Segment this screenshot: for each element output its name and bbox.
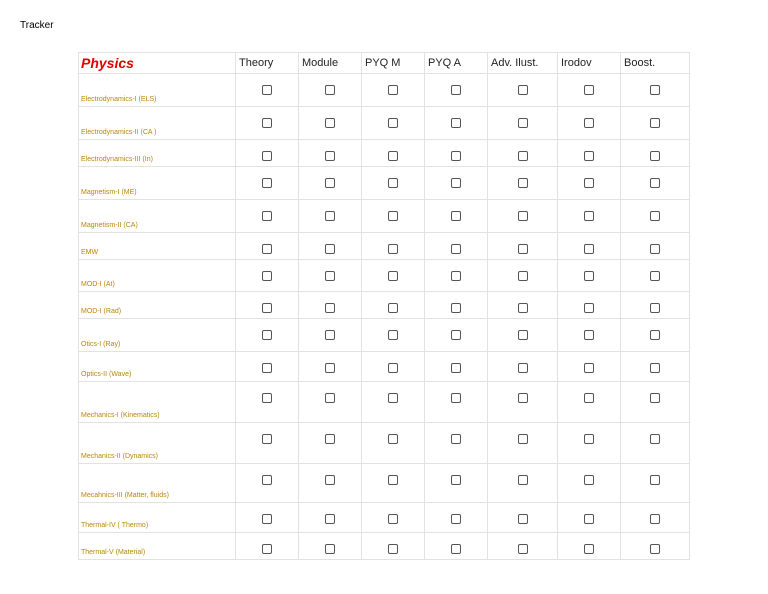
progress-checkbox[interactable] <box>262 271 272 281</box>
progress-checkbox[interactable] <box>584 434 594 444</box>
checkbox-cell <box>621 140 690 167</box>
table-row <box>79 260 690 292</box>
topic-label: Otics-I (Ray) <box>79 319 236 352</box>
checkbox-cell <box>621 423 690 464</box>
progress-checkbox[interactable] <box>451 244 461 254</box>
progress-checkbox[interactable] <box>451 514 461 524</box>
progress-checkbox[interactable] <box>650 434 660 444</box>
header-row <box>79 53 690 74</box>
progress-checkbox[interactable] <box>584 330 594 340</box>
checkbox-cell <box>621 382 690 423</box>
checkbox-cell <box>488 533 558 560</box>
topic-label: Thermal-IV ( Thermo) <box>79 503 236 533</box>
column-header-pyq-m: PYQ M <box>362 53 425 74</box>
checkbox-cell <box>558 74 621 107</box>
progress-checkbox[interactable] <box>518 118 528 128</box>
checkbox-cell <box>425 292 488 319</box>
checkbox-cell <box>558 503 621 533</box>
topic-label: Electrodynamics-III (In) <box>79 140 236 167</box>
checkbox-cell <box>299 382 362 423</box>
progress-checkbox[interactable] <box>262 544 272 554</box>
checkbox-cell <box>558 464 621 503</box>
checkbox-cell <box>488 464 558 503</box>
checkbox-cell <box>299 107 362 140</box>
checkbox-cell <box>299 319 362 352</box>
table-row <box>79 292 690 319</box>
progress-checkbox[interactable] <box>388 544 398 554</box>
progress-checkbox[interactable] <box>584 393 594 403</box>
checkbox-cell <box>621 503 690 533</box>
progress-checkbox[interactable] <box>388 514 398 524</box>
progress-checkbox[interactable] <box>325 151 335 161</box>
progress-checkbox[interactable] <box>325 271 335 281</box>
progress-checkbox[interactable] <box>650 303 660 313</box>
checkbox-cell <box>362 319 425 352</box>
checkbox-cell <box>488 319 558 352</box>
checkbox-cell <box>621 107 690 140</box>
progress-checkbox[interactable] <box>584 244 594 254</box>
progress-checkbox[interactable] <box>650 393 660 403</box>
progress-checkbox[interactable] <box>262 475 272 485</box>
progress-checkbox[interactable] <box>518 393 528 403</box>
progress-checkbox[interactable] <box>584 514 594 524</box>
checkbox-cell <box>558 140 621 167</box>
checkbox-cell <box>558 382 621 423</box>
checkbox-cell <box>621 200 690 233</box>
table-row <box>79 107 690 140</box>
checkbox-cell <box>425 352 488 382</box>
progress-checkbox[interactable] <box>650 271 660 281</box>
progress-checkbox[interactable] <box>650 211 660 221</box>
progress-checkbox[interactable] <box>262 330 272 340</box>
progress-checkbox[interactable] <box>388 271 398 281</box>
checkbox-cell <box>558 167 621 200</box>
table-row <box>79 74 690 107</box>
progress-checkbox[interactable] <box>262 434 272 444</box>
checkbox-cell <box>558 423 621 464</box>
progress-checkbox[interactable] <box>650 544 660 554</box>
topic-label: Magnetism-II (CA) <box>79 200 236 233</box>
checkbox-cell <box>362 503 425 533</box>
checkbox-cell <box>299 233 362 260</box>
progress-checkbox[interactable] <box>388 118 398 128</box>
checkbox-cell <box>488 382 558 423</box>
progress-checkbox[interactable] <box>325 514 335 524</box>
progress-checkbox[interactable] <box>325 393 335 403</box>
topic-label: Electrodynamics-I (ELS) <box>79 74 236 107</box>
column-header-module: Module <box>299 53 362 74</box>
progress-checkbox[interactable] <box>451 393 461 403</box>
checkbox-cell <box>621 319 690 352</box>
topic-label: Magnetism-I (ME) <box>79 167 236 200</box>
checkbox-cell <box>558 233 621 260</box>
checkbox-cell <box>236 107 299 140</box>
progress-checkbox[interactable] <box>451 85 461 95</box>
checkbox-cell <box>299 533 362 560</box>
progress-checkbox[interactable] <box>388 475 398 485</box>
topic-label: Mechanics-I (Kinematics) <box>79 382 236 423</box>
table-row <box>79 352 690 382</box>
checkbox-cell <box>425 382 488 423</box>
checkbox-cell <box>362 74 425 107</box>
checkbox-cell <box>236 503 299 533</box>
progress-checkbox[interactable] <box>262 303 272 313</box>
checkbox-cell <box>488 233 558 260</box>
progress-checkbox[interactable] <box>262 178 272 188</box>
progress-checkbox[interactable] <box>325 303 335 313</box>
progress-checkbox[interactable] <box>584 151 594 161</box>
checkbox-cell <box>488 503 558 533</box>
progress-checkbox[interactable] <box>650 514 660 524</box>
progress-checkbox[interactable] <box>518 330 528 340</box>
checkbox-cell <box>488 107 558 140</box>
progress-checkbox[interactable] <box>325 475 335 485</box>
table-row <box>79 423 690 464</box>
checkbox-cell <box>558 260 621 292</box>
progress-checkbox[interactable] <box>451 211 461 221</box>
checkbox-cell <box>621 292 690 319</box>
progress-checkbox[interactable] <box>388 330 398 340</box>
progress-checkbox[interactable] <box>650 118 660 128</box>
subject-heading: Physics <box>79 53 236 74</box>
progress-checkbox[interactable] <box>325 178 335 188</box>
checkbox-cell <box>425 260 488 292</box>
progress-checkbox[interactable] <box>584 544 594 554</box>
column-header-pyq-a: PYQ A <box>425 53 488 74</box>
progress-checkbox[interactable] <box>388 363 398 373</box>
checkbox-cell <box>621 233 690 260</box>
checkbox-cell <box>621 352 690 382</box>
checkbox-cell <box>558 200 621 233</box>
table-row <box>79 140 690 167</box>
checkbox-cell <box>425 233 488 260</box>
checkbox-cell <box>236 352 299 382</box>
progress-checkbox[interactable] <box>262 85 272 95</box>
table-row <box>79 167 690 200</box>
table-row <box>79 233 690 260</box>
progress-checkbox[interactable] <box>584 363 594 373</box>
progress-checkbox[interactable] <box>650 85 660 95</box>
table-row <box>79 200 690 233</box>
checkbox-cell <box>236 319 299 352</box>
progress-checkbox[interactable] <box>518 303 528 313</box>
checkbox-cell <box>425 533 488 560</box>
progress-checkbox[interactable] <box>262 393 272 403</box>
checkbox-cell <box>236 233 299 260</box>
progress-checkbox[interactable] <box>584 303 594 313</box>
checkbox-cell <box>299 503 362 533</box>
progress-checkbox[interactable] <box>262 211 272 221</box>
checkbox-cell <box>425 423 488 464</box>
progress-checkbox[interactable] <box>388 303 398 313</box>
progress-checkbox[interactable] <box>518 244 528 254</box>
progress-checkbox[interactable] <box>325 118 335 128</box>
progress-checkbox[interactable] <box>388 85 398 95</box>
checkbox-cell <box>299 423 362 464</box>
checkbox-cell <box>558 352 621 382</box>
progress-checkbox[interactable] <box>325 330 335 340</box>
topic-label: Thermal-V (Material) <box>79 533 236 560</box>
progress-checkbox[interactable] <box>325 544 335 554</box>
checkbox-cell <box>236 140 299 167</box>
progress-checkbox[interactable] <box>584 211 594 221</box>
checkbox-cell <box>621 167 690 200</box>
progress-checkbox[interactable] <box>650 363 660 373</box>
checkbox-cell <box>362 260 425 292</box>
progress-checkbox[interactable] <box>262 514 272 524</box>
topic-label: Optics-II (Wave) <box>79 352 236 382</box>
checkbox-cell <box>236 464 299 503</box>
topic-label: MOD-I (Rad) <box>79 292 236 319</box>
table-row <box>79 319 690 352</box>
tracker-body <box>79 74 690 560</box>
progress-checkbox[interactable] <box>650 151 660 161</box>
checkbox-cell <box>362 352 425 382</box>
checkbox-cell <box>425 200 488 233</box>
page-title: Tracker <box>20 20 54 31</box>
progress-checkbox[interactable] <box>451 363 461 373</box>
progress-checkbox[interactable] <box>388 151 398 161</box>
progress-checkbox[interactable] <box>518 475 528 485</box>
progress-checkbox[interactable] <box>451 118 461 128</box>
topic-label: Mechanics-II (Dynamics) <box>79 423 236 464</box>
progress-checkbox[interactable] <box>584 475 594 485</box>
progress-checkbox[interactable] <box>262 118 272 128</box>
progress-checkbox[interactable] <box>388 434 398 444</box>
checkbox-cell <box>362 464 425 503</box>
table-row <box>79 533 690 560</box>
topic-label: MOD-I (At) <box>79 260 236 292</box>
checkbox-cell <box>425 140 488 167</box>
progress-checkbox[interactable] <box>325 363 335 373</box>
checkbox-cell <box>299 464 362 503</box>
progress-checkbox[interactable] <box>518 363 528 373</box>
progress-checkbox[interactable] <box>451 271 461 281</box>
progress-checkbox[interactable] <box>451 303 461 313</box>
checkbox-cell <box>425 464 488 503</box>
checkbox-cell <box>299 140 362 167</box>
table-row <box>79 503 690 533</box>
table-row <box>79 464 690 503</box>
checkbox-cell <box>362 423 425 464</box>
checkbox-cell <box>362 107 425 140</box>
topic-label: Mecahnics-III (Matter, fluids) <box>79 464 236 503</box>
progress-checkbox[interactable] <box>262 151 272 161</box>
progress-checkbox[interactable] <box>451 151 461 161</box>
column-header-theory: Theory <box>236 53 299 74</box>
progress-checkbox[interactable] <box>650 244 660 254</box>
checkbox-cell <box>621 533 690 560</box>
checkbox-cell <box>362 292 425 319</box>
progress-checkbox[interactable] <box>388 393 398 403</box>
checkbox-cell <box>236 292 299 319</box>
checkbox-cell <box>425 503 488 533</box>
checkbox-cell <box>488 167 558 200</box>
checkbox-cell <box>236 533 299 560</box>
progress-checkbox[interactable] <box>325 244 335 254</box>
progress-checkbox[interactable] <box>262 363 272 373</box>
progress-checkbox[interactable] <box>518 151 528 161</box>
progress-checkbox[interactable] <box>518 178 528 188</box>
progress-checkbox[interactable] <box>518 434 528 444</box>
progress-checkbox[interactable] <box>650 475 660 485</box>
progress-checkbox[interactable] <box>584 271 594 281</box>
checkbox-cell <box>488 423 558 464</box>
checkbox-cell <box>488 74 558 107</box>
checkbox-cell <box>362 533 425 560</box>
column-header-irodov: Irodov <box>558 53 621 74</box>
checkbox-cell <box>425 74 488 107</box>
checkbox-cell <box>558 533 621 560</box>
progress-checkbox[interactable] <box>650 178 660 188</box>
checkbox-cell <box>621 464 690 503</box>
progress-checkbox[interactable] <box>518 271 528 281</box>
checkbox-cell <box>488 260 558 292</box>
checkbox-cell <box>236 260 299 292</box>
checkbox-cell <box>621 260 690 292</box>
checkbox-cell <box>558 107 621 140</box>
checkbox-cell <box>621 74 690 107</box>
progress-checkbox[interactable] <box>518 544 528 554</box>
progress-checkbox[interactable] <box>325 434 335 444</box>
tracker-table <box>78 52 690 560</box>
progress-checkbox[interactable] <box>388 244 398 254</box>
checkbox-cell <box>488 292 558 319</box>
checkbox-cell <box>425 107 488 140</box>
progress-checkbox[interactable] <box>518 85 528 95</box>
checkbox-cell <box>299 200 362 233</box>
checkbox-cell <box>488 200 558 233</box>
progress-checkbox[interactable] <box>518 514 528 524</box>
progress-checkbox[interactable] <box>584 178 594 188</box>
table-row <box>79 382 690 423</box>
column-header-adv-ilust: Adv. Ilust. <box>488 53 558 74</box>
progress-checkbox[interactable] <box>451 330 461 340</box>
progress-checkbox[interactable] <box>584 118 594 128</box>
checkbox-cell <box>362 140 425 167</box>
checkbox-cell <box>425 167 488 200</box>
checkbox-cell <box>488 140 558 167</box>
checkbox-cell <box>488 352 558 382</box>
progress-checkbox[interactable] <box>451 475 461 485</box>
checkbox-cell <box>236 74 299 107</box>
checkbox-cell <box>558 292 621 319</box>
checkbox-cell <box>299 74 362 107</box>
progress-checkbox[interactable] <box>388 178 398 188</box>
checkbox-cell <box>425 319 488 352</box>
checkbox-cell <box>236 423 299 464</box>
progress-checkbox[interactable] <box>451 178 461 188</box>
checkbox-cell <box>236 382 299 423</box>
progress-checkbox[interactable] <box>325 211 335 221</box>
progress-checkbox[interactable] <box>451 544 461 554</box>
progress-checkbox[interactable] <box>518 211 528 221</box>
progress-checkbox[interactable] <box>650 330 660 340</box>
checkbox-cell <box>299 260 362 292</box>
checkbox-cell <box>236 167 299 200</box>
topic-label: Electrodynamics-II (CA ) <box>79 107 236 140</box>
checkbox-cell <box>299 167 362 200</box>
checkbox-cell <box>236 200 299 233</box>
checkbox-cell <box>299 292 362 319</box>
checkbox-cell <box>362 200 425 233</box>
checkbox-cell <box>299 352 362 382</box>
progress-checkbox[interactable] <box>451 434 461 444</box>
progress-checkbox[interactable] <box>325 85 335 95</box>
checkbox-cell <box>362 167 425 200</box>
progress-checkbox[interactable] <box>262 244 272 254</box>
progress-checkbox[interactable] <box>388 211 398 221</box>
topic-label: EMW <box>79 233 236 260</box>
progress-checkbox[interactable] <box>584 85 594 95</box>
checkbox-cell <box>362 233 425 260</box>
checkbox-cell <box>558 319 621 352</box>
checkbox-cell <box>362 382 425 423</box>
column-header-boost: Boost. <box>621 53 690 74</box>
